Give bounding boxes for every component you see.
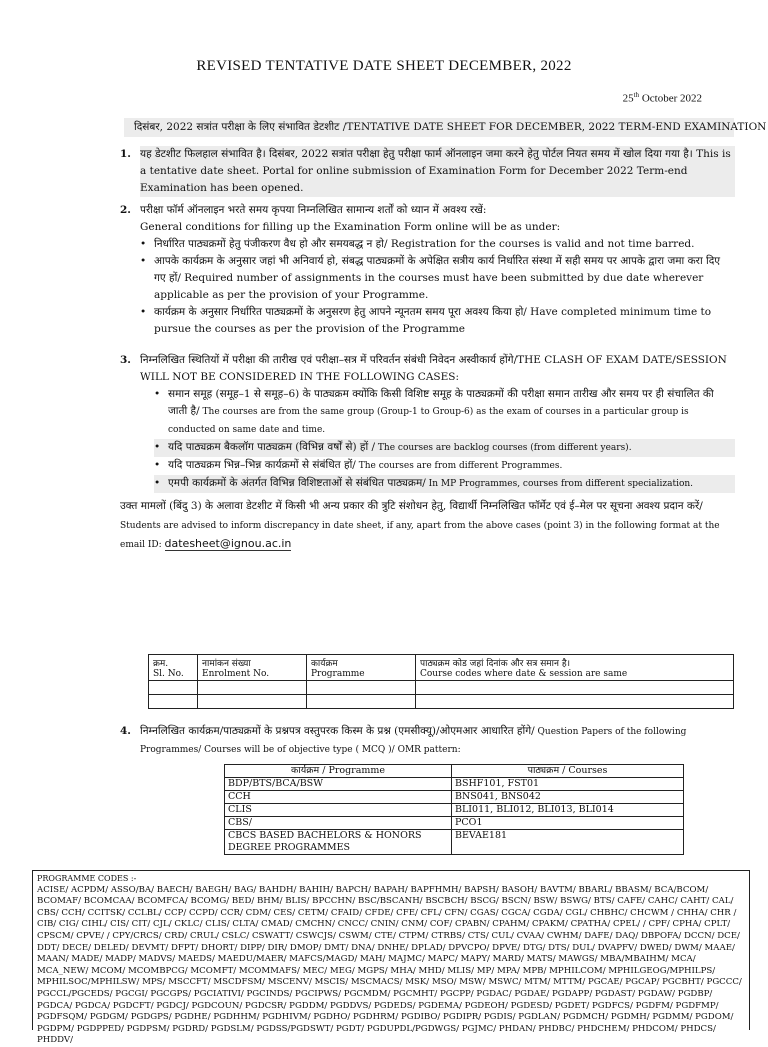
- programme-cell: CBCS BASED BACHELORS & HONORS DEGREE PROGRAMMES: [225, 830, 452, 855]
- table-cell: [149, 681, 198, 695]
- list-item: • आपके कार्यक्रम के अनुसार जहां भी अनिवार्य हो, संबद्ध पाठ्यक्रमों के अपेक्षित सत्रीय कार्य निर्धारित संस्था में सही समय पर आपके द्वारा जमा करा दिए गए हों/ Required number of assignments in the courses must have been submitted by due date wherever applicable as per the provision of your Programme.: [140, 253, 735, 304]
- item-2-hindi: परीक्षा फॉर्म ऑनलाइन भरते समय कृपया निम्नलिखित सामान्य शर्तों को ध्यान में अवश्य रखें:: [140, 204, 487, 216]
- discrepancy-format-table: [148, 654, 734, 709]
- table-row: [225, 778, 684, 791]
- programme-codes-box: [32, 870, 750, 1046]
- item-4-english: Question Papers of the following Programmes/ Courses will be of objective type ( MCQ )/ OMR pattern:: [140, 727, 687, 755]
- programme-codes-label: PROGRAMME CODES :-: [37, 874, 137, 883]
- item-3-body: [140, 352, 735, 493]
- email-link[interactable]: datesheet@ignou.ac.in: [164, 537, 292, 550]
- table-row: [225, 830, 684, 855]
- mcq-programmes-table: [224, 764, 684, 855]
- header-cell: [149, 655, 198, 681]
- page-title: REVISED TENTATIVE DATE SHEET DECEMBER, 2022: [196, 58, 572, 74]
- case-hindi: एमपी कार्यक्रमों के अंतर्गत विभिन्न विशिष्टताओं से संबंधित पाठ्यक्रम/: [168, 477, 426, 489]
- header-english: Enrolment No.: [202, 669, 270, 679]
- item-3: [120, 352, 735, 493]
- item-number: 1.: [120, 148, 131, 160]
- table-cell: [149, 695, 198, 709]
- header-english: Programme: [311, 669, 365, 679]
- header-hindi: पाठ्यक्रम कोड जहां दिनांक और सत्र समान है।: [420, 659, 571, 669]
- item-4-body: [140, 723, 735, 759]
- list-item: • निर्धारित पाठ्यक्रमों हेतु पंजीकरण वैध हो और समयबद्ध न हो/ Registration for the courses is valid and not time barred.: [140, 236, 735, 253]
- case-english: In MP Programmes, courses from different specialization.: [425, 479, 694, 489]
- list-item: [154, 457, 735, 475]
- date-day: 25: [622, 92, 634, 105]
- item-number: 2.: [120, 204, 131, 216]
- header-hindi: नामांकन संख्या: [202, 659, 251, 669]
- header-cell: [416, 655, 734, 681]
- courses-cell: BEVAE181: [452, 830, 684, 855]
- header-english: Course codes where date & session are same: [420, 669, 628, 679]
- table-row: [225, 804, 684, 817]
- table-row: [149, 681, 734, 695]
- clash-cases-list: [154, 386, 735, 493]
- case-english: The courses are from the same group (Group-1 to Group-6) as the exam of courses in a particular group is conducted on same date and time.: [168, 407, 689, 435]
- item-4: [120, 723, 735, 759]
- header-english: Sl. No.: [153, 669, 184, 679]
- table-cell: [198, 681, 307, 695]
- programme-codes-list: ACISE/ ACPDM/ ASSO/BA/ BAECH/ BAEGH/ BAG/ BAHDH/ BAHIH/ BAPCH/ BAPAH/ BAPFHMH/ BAPSH/ BASOH/ BAVTM/ BBARL/ BBASM/ BCA/BCOM/ BCOMAF/ BCOMCAA/ BCOMFCA/ BCOMG/ BED/ BHM/ BLIS/ BPCCHN/ BSC/BSCANH/ BSCBCH/ BSCG/ BSCN/ BSW/ BSWG/ BTS/ CAFE/ CAHC/ CAHT/ CAL/ CBS/ CCH/ CCITSK/ CCLBL/ CCP/ CCPD/ CCR/ CDM/ CES/ CETM/ CFAID/ CFDE/ CFE/ CFL/ CFN/ CGAS/ CGCA/ CGDA/ CGL/ CHBHC/ CHCWM / CHHA/ CHR / CIB/ CIG/ CIHL/ CIS/ CIT/ CJL/ CKLC/ CLIS/ CLTA/ CMAD/ CMCHN/ CNCC/ CNIN/ CNM/ COF/ CPABN/ CPAHM/ CPAKM/ CPATHA/ CPEL/ / CPF/ CPHA/ CPLT/ CPSCM/ CPVE/ / CPY/CRCS/ CRD/ CRUL/ CSLC/ CSWATT/ CSWCJS/ CSWM/ CTE/ CTPM/ CTRBS/ CTS/ CUL/ CVAA/ CWHM/ DAFE/ DAQ/ DBPOFA/ DCCN/ DCE/ DDT/ DECE/ DELED/ DEVMT/ DFPT/ DHORT/ DIPP/ DIR/ DMOP/ DMT/ DNA/ DNHE/ DPLAD/ DPVCPO/ DPVE/ DTG/ DTS/ DUL/ DVAPFV/ DWED/ DWM/ MAAE/ MAAN/ MADE/ MADP/ MADVS/ MAEDS/ MAEDU/MAER/ MAFCS/MAGD/ MAH/ MAJMC/ MAPC/ MAPY/ MARD/ MATS/ MAWGS/ MBA/MBAIHM/ MCA/ MCA_NEW/ MCOM/ MCOMBPCG/ MCOMFT/ MCOMMAFS/ MEC/ MEG/ MGPS/ MHA/ MHD/ MLIS/ MP/ MPA/ MPB/ MPHILCOM/ MPHILGEOG/MPHILPS/ MPHILSOC/MPHILSW/ MPS/ MSCCFT/ MSCDFSM/ MSCENV/ MSCIS/ MSCMACS/ MSK/ MSO/ MSW/ MSWC/ MTM/ MTTM/ PGCAE/ PGCAP/ PGCBHT/ PGCCC/ PGCCL/PGCEDS/ PGCGI/ PGCGPS/ PGCIATIVI/ PGCINDS/ PGCIPWS/ PGCMDM/ PGCMHT/ PGCPP/ PGDAC/ PGDAE/ PGDAPP/ PGDAST/ PGDAW/ PGDBP/ PGDCA/ PGDCA/ PGDCFT/ PGDCJ/ PGDCOUN/ PGDCSR/ PGDDM/ PGDDVS/ PGDEDS/ PGDEMA/ PGDEOH/ PGDESD/ PGDET/ PGDFCS/ PGDFM/ PGDFMP/ PGDFSQM/ PGDGM/ PGDGPS/ PGDHE/ PGDHHM/ PGDHIVM/ PGDHO/ PGDHRM/ PGDIBO/ PGDIPR/ PGDIS/ PGDLAN/ PGDMCH/ PGDMH/ PGDMM/ PGDOM/ PGDPM/ PGDPPED/ PGDPSM/ PGDRD/ PGDSLM/ PGDSS/PGDSWT/ PGDT/ PGDUPDL/PGDWGS/ PGJMC/ PHDAN/ PHDBC/ PHDCHEM/ PHDCOM/ PHDCS/ PHDDV/: [37, 884, 742, 1046]
- table-cell: [307, 681, 416, 695]
- discrepancy-note: [120, 497, 735, 554]
- table-row: [149, 695, 734, 709]
- table-row: [225, 791, 684, 804]
- header-programme: कार्यक्रम / Programme: [225, 765, 452, 778]
- item-1-body: [140, 146, 735, 197]
- item-3-intro: निम्नलिखित स्थितियों में परीक्षा की तारीख एवं परीक्षा–सत्र में परिवर्तन संबंधी निवेदन अस्वीकार्य होंगे/THE CLASH OF EXAM DATE/SESSION WILL NOT BE CONSIDERED IN THE FOLLOWING CASES:: [140, 354, 727, 383]
- item-1-english: This is a tentative date sheet. Portal for online submission of Examination Form for December 2022 Term-end Examination has been opened.: [140, 148, 731, 194]
- case-hindi: यदि पाठ्यक्रम भिन्न–भिन्न कार्यक्रमों से संबंधित हों/: [168, 459, 356, 471]
- note-english: Students are advised to inform discrepancy in date sheet, if any, apart from the above cases (point 3) in the following format at the email ID:: [120, 521, 720, 550]
- programme-cell: CLIS: [225, 804, 452, 817]
- case-hindi: यदि पाठ्यक्रम बैकलॉग पाठ्यक्रम (विभिन्न वर्षों से) हों /: [168, 441, 376, 453]
- conditions-list: [140, 236, 735, 338]
- header-cell: [307, 655, 416, 681]
- list-item: [154, 386, 735, 439]
- case-english: The courses are from different Programmes.: [355, 461, 563, 471]
- item-2-body: [140, 202, 735, 338]
- list-item: • कार्यक्रम के अनुसार निर्धारित पाठ्यक्रमों के अनुसरण हेतु आपने न्यूनतम समय पूरा अवश्य किया हो/ Have completed minimum time to pursue the courses as per the provision of the Programme: [140, 304, 735, 338]
- subheading-banner: दिसंबर, 2022 सत्रांत परीक्षा के लिए संभावित डेटशीट /TENTATIVE DATE SHEET FOR DECEMBER, 2022 TERM-END EXAMINATION: [124, 118, 734, 137]
- date-month-year: October 2022: [639, 92, 702, 105]
- courses-cell: PCO1: [452, 817, 684, 830]
- list-item: [154, 475, 735, 493]
- programme-cell: CCH: [225, 791, 452, 804]
- item-2-english: General conditions for filling up the Examination Form online will be as under:: [140, 221, 561, 233]
- note-hindi: उक्त मामलों (बिंदु 3) के अलावा डेटशीट में किसी भी अन्य प्रकार की त्रुटि संशोधन हेतु, विद्यार्थी निम्नलिखित फॉर्मेट एवं ई–मेल पर सूचना अवश्य प्रदान करें/: [120, 500, 703, 512]
- table-header-row: [225, 765, 684, 778]
- date-ordinal: th: [633, 91, 640, 99]
- table-row: [225, 817, 684, 830]
- document-date: [623, 91, 702, 105]
- case-hindi: समान समूह (समूह–1 से समूह–6) के पाठ्यक्रम क्योंकि किसी विशिष्ट समूह के पाठ्यक्रमों की परीक्षा समान तारीख और समय पर ही संचालित की जाती है/: [168, 388, 714, 417]
- table-cell: [416, 681, 734, 695]
- header-hindi: क्रम.: [153, 659, 169, 669]
- item-4-hindi: निम्नलिखित कार्यक्रम/पाठ्यक्रमों के प्रश्नपत्र वस्तुपरक किस्म के प्रश्न (एमसीक्यू)/ओएमआर आधारित होंगे/: [140, 725, 535, 737]
- item-1-hindi: यह डेटशीट फिलहाल संभावित है। दिसंबर, 2022 सत्रांत परीक्षा हेतु परीक्षा फार्म ऑनलाइन जमा करने हेतु पोर्टल नियत समय में खोल दिया गया है।: [140, 148, 693, 160]
- item-number: 4.: [120, 725, 131, 737]
- header-cell: [198, 655, 307, 681]
- item-number: 3.: [120, 354, 131, 366]
- table-header-row: [149, 655, 734, 681]
- table-cell: [307, 695, 416, 709]
- courses-cell: BLI011, BLI012, BLI013, BLI014: [452, 804, 684, 817]
- table-cell: [416, 695, 734, 709]
- courses-cell: BSHF101, FST01: [452, 778, 684, 791]
- table-cell: [198, 695, 307, 709]
- header-courses: पाठ्यक्रम / Courses: [452, 765, 684, 778]
- item-2: [120, 202, 735, 338]
- item-1: [120, 146, 735, 197]
- courses-cell: BNS041, BNS042: [452, 791, 684, 804]
- programme-cell: CBS/: [225, 817, 452, 830]
- header-hindi: कार्यक्रम: [311, 659, 338, 669]
- case-english: The courses are backlog courses (from different years).: [375, 443, 632, 453]
- list-item: [154, 439, 735, 457]
- programme-cell: BDP/BTS/BCA/BSW: [225, 778, 452, 791]
